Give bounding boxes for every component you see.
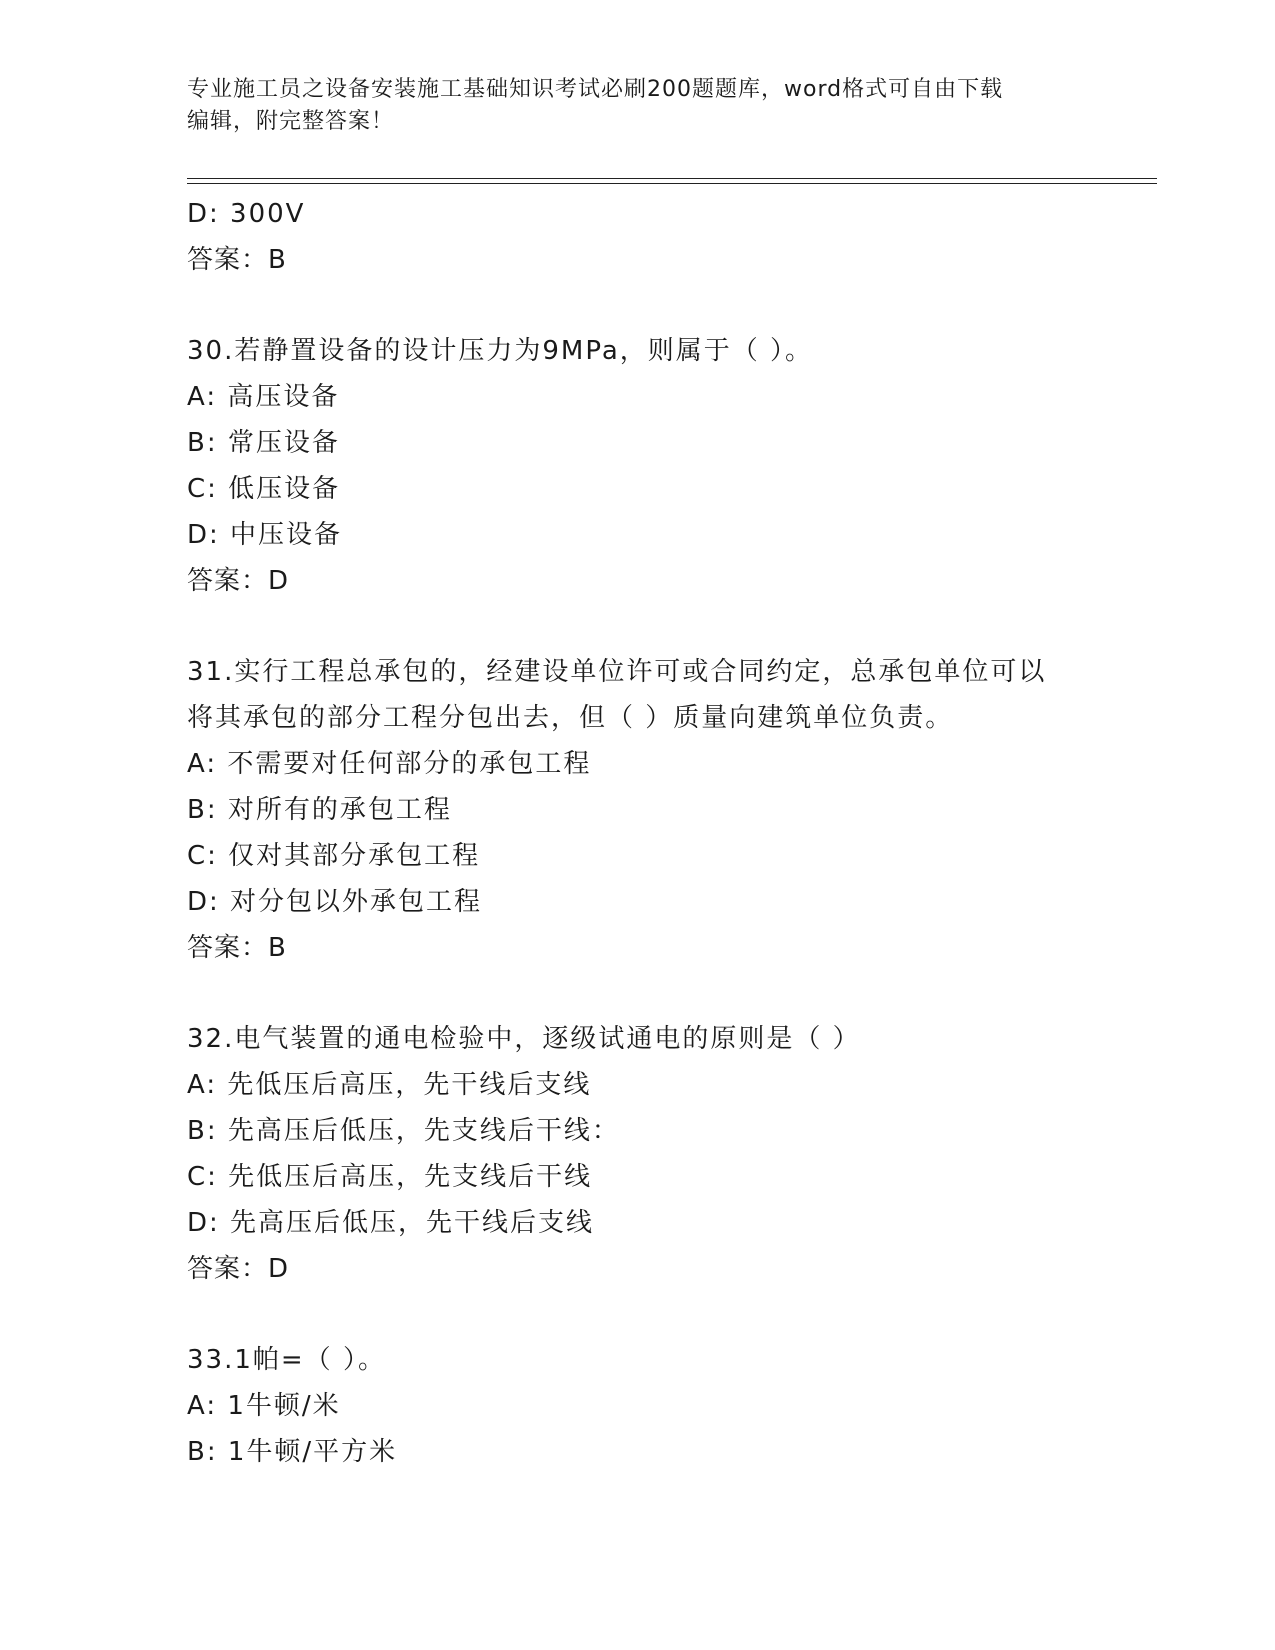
question-stem: 31.实行工程总承包的，经建设单位许可或合同约定，总承包单位可以: [187, 657, 1047, 687]
option-line: B: 常压设备: [187, 428, 340, 458]
answer-line: 答案：B: [187, 933, 287, 963]
question-list: [187, 191, 1107, 1475]
question-block: [187, 649, 1107, 971]
answer-line: 答案：D: [187, 566, 290, 596]
option-line: C: 低压设备: [187, 474, 341, 504]
header-rule-top: [187, 178, 1157, 179]
option-line: A: 1牛顿/米: [187, 1391, 341, 1421]
header-rule-bottom: [187, 183, 1157, 184]
option-line: C: 仅对其部分承包工程: [187, 841, 481, 871]
answer-line: 答案：D: [187, 1254, 290, 1284]
option-line: C: 先低压后高压，先支线后干线: [187, 1162, 593, 1192]
question-stem: 33.1帕=（ ）。: [187, 1345, 386, 1375]
spacer: [187, 971, 1107, 1016]
option-line: A: 不需要对任何部分的承包工程: [187, 749, 592, 779]
spacer: [187, 1292, 1107, 1337]
option-line: D: 中压设备: [187, 520, 343, 550]
option-line: B: 对所有的承包工程: [187, 795, 452, 825]
option-line: D: 先高压后低压，先干线后支线: [187, 1208, 595, 1238]
answer-line: 答案：B: [187, 245, 287, 275]
question-block: [187, 1337, 1107, 1475]
spacer: [187, 604, 1107, 649]
option-line: A: 高压设备: [187, 382, 340, 412]
header-title-line-2: 编辑，附完整答案！: [187, 109, 395, 134]
question-stem: 30.若静置设备的设计压力为9MPa，则属于（ ）。: [187, 336, 814, 366]
option-line: D: 300V: [187, 199, 306, 229]
option-line: B: 1牛顿/平方米: [187, 1437, 398, 1467]
option-line: B: 先高压后低压，先支线后干线：: [187, 1116, 620, 1146]
question-stem: 32.电气装置的通电检验中，逐级试通电的原则是（ ）: [187, 1024, 861, 1054]
header-title-line-1: 专业施工员之设备安装施工基础知识考试必刷200题题库，word格式可自由下载: [187, 77, 1004, 102]
question-stem: 将其承包的部分工程分包出去，但（ ）质量向建筑单位负责。: [187, 703, 954, 733]
question-block: [187, 1016, 1107, 1292]
option-line: D: 对分包以外承包工程: [187, 887, 483, 917]
spacer: [187, 283, 1107, 328]
question-block: [187, 328, 1107, 604]
document-header: [187, 74, 1087, 138]
option-line: A: 先低压后高压，先干线后支线: [187, 1070, 592, 1100]
